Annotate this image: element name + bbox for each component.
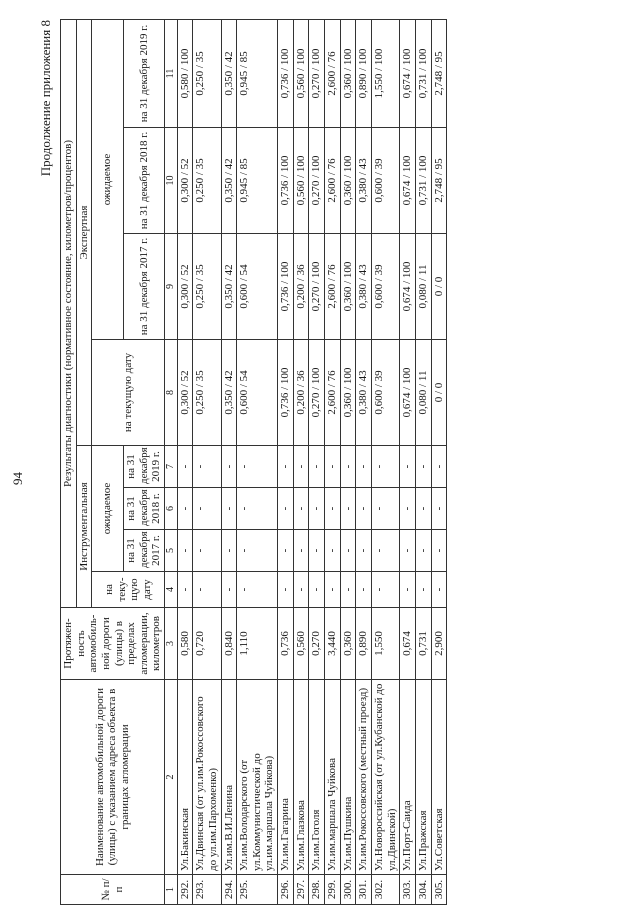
column-number-row bbox=[165, 19, 178, 904]
road-name: Ул.Порт-Саида bbox=[400, 680, 416, 875]
row-number: 302. bbox=[371, 875, 399, 905]
table-row bbox=[221, 19, 237, 904]
road-name: Ул.им.Гагарина bbox=[278, 680, 294, 875]
expert-2018: 0,600 / 39 bbox=[371, 128, 399, 234]
expert-2017: 0,380 / 43 bbox=[356, 234, 372, 340]
table-row bbox=[415, 19, 431, 904]
expert-2018: 0,270 / 100 bbox=[309, 128, 325, 234]
expert-2019: 0,945 / 85 bbox=[237, 19, 278, 127]
expert-2017: 0,360 / 100 bbox=[340, 234, 356, 340]
instr-current: - bbox=[221, 572, 237, 608]
road-name: Ул.им.Гоголя bbox=[309, 680, 325, 875]
expert-2017: 0,600 / 54 bbox=[237, 234, 278, 340]
header-instr-2018: на 31 декабря 2018 г. bbox=[124, 488, 165, 530]
expert-current: 0,380 / 43 bbox=[356, 340, 372, 446]
header-num: № п/п bbox=[61, 875, 165, 905]
road-name: Ул.им.Пушкина bbox=[340, 680, 356, 875]
expert-2019: 1,550 / 100 bbox=[371, 19, 399, 127]
expert-2017: 0 / 0 bbox=[431, 234, 447, 340]
instr-2018: - bbox=[340, 488, 356, 530]
table-row bbox=[400, 19, 416, 904]
row-number: 292. bbox=[177, 875, 193, 905]
instr-current: - bbox=[400, 572, 416, 608]
expert-2018: 0,945 / 85 bbox=[237, 128, 278, 234]
instr-current: - bbox=[193, 572, 221, 608]
row-number: 293. bbox=[193, 875, 221, 905]
instr-2018: - bbox=[293, 488, 309, 530]
road-length: 0,890 bbox=[356, 608, 372, 680]
instr-current: - bbox=[415, 572, 431, 608]
expert-2018: 0,560 / 100 bbox=[293, 128, 309, 234]
instr-current: - bbox=[371, 572, 399, 608]
instr-2019: - bbox=[221, 446, 237, 488]
road-length: 0,720 bbox=[193, 608, 221, 680]
expert-2019: 0,580 / 100 bbox=[177, 19, 193, 127]
expert-2018: 0,350 / 42 bbox=[221, 128, 237, 234]
expert-2019: 2,748 / 95 bbox=[431, 19, 447, 127]
instr-2017: - bbox=[177, 530, 193, 572]
expert-current: 0,250 / 35 bbox=[193, 340, 221, 446]
header-instr-expected: ожидаемое bbox=[92, 446, 124, 572]
header-name: Наименование автомобильной дороги (улицы) с указанием адреса объекта в границах агломерации bbox=[61, 680, 165, 875]
road-name: Ул.им.Рокоссовского (местный проезд) bbox=[356, 680, 372, 875]
header-instr-current: на теку-щую дату bbox=[92, 572, 165, 608]
header-instr-2017: на 31 декабря 2017 г. bbox=[124, 530, 165, 572]
table-row bbox=[431, 19, 447, 904]
instr-2017: - bbox=[371, 530, 399, 572]
instr-2018: - bbox=[415, 488, 431, 530]
instr-2019: - bbox=[340, 446, 356, 488]
expert-2017: 0,270 / 100 bbox=[309, 234, 325, 340]
column-number: 4 bbox=[165, 572, 178, 608]
expert-current: 0,200 / 36 bbox=[293, 340, 309, 446]
expert-current: 2,600 / 76 bbox=[325, 340, 341, 446]
instr-2017: - bbox=[237, 530, 278, 572]
instr-2018: - bbox=[325, 488, 341, 530]
expert-2017: 0,300 / 52 bbox=[177, 234, 193, 340]
instr-2018: - bbox=[400, 488, 416, 530]
expert-2018: 0,731 / 100 bbox=[415, 128, 431, 234]
row-number: 298. bbox=[309, 875, 325, 905]
instr-current: - bbox=[340, 572, 356, 608]
expert-2018: 0,736 / 100 bbox=[278, 128, 294, 234]
instr-2018: - bbox=[278, 488, 294, 530]
expert-2019: 0,560 / 100 bbox=[293, 19, 309, 127]
column-number: 5 bbox=[165, 530, 178, 572]
expert-2019: 0,250 / 35 bbox=[193, 19, 221, 127]
row-number: 304. bbox=[415, 875, 431, 905]
instr-2019: - bbox=[309, 446, 325, 488]
table-row bbox=[356, 19, 372, 904]
expert-2017: 2,600 / 76 bbox=[325, 234, 341, 340]
instr-2019: - bbox=[293, 446, 309, 488]
road-length: 0,360 bbox=[340, 608, 356, 680]
page-number: 94 bbox=[10, 472, 25, 485]
road-name: Ул.им.Володарского (от ул.Коммунистической до ул.им.маршала Чуйкова) bbox=[237, 680, 278, 875]
expert-2018: 2,748 / 95 bbox=[431, 128, 447, 234]
row-number: 303. bbox=[400, 875, 416, 905]
expert-2019: 0,674 / 100 bbox=[400, 19, 416, 127]
expert-current: 0,736 / 100 bbox=[278, 340, 294, 446]
table-body bbox=[177, 19, 447, 904]
expert-2019: 0,350 / 42 bbox=[221, 19, 237, 127]
expert-current: 0,300 / 52 bbox=[177, 340, 193, 446]
instr-2018: - bbox=[177, 488, 193, 530]
instr-2019: - bbox=[325, 446, 341, 488]
table-row bbox=[340, 19, 356, 904]
expert-2017: 0,200 / 36 bbox=[293, 234, 309, 340]
instr-2018: - bbox=[371, 488, 399, 530]
instr-2019: - bbox=[415, 446, 431, 488]
expert-2017: 0,736 / 100 bbox=[278, 234, 294, 340]
road-name: Ул.Бакинская bbox=[177, 680, 193, 875]
expert-2019: 0,736 / 100 bbox=[278, 19, 294, 127]
table-row bbox=[309, 19, 325, 904]
expert-current: 0,360 / 100 bbox=[340, 340, 356, 446]
expert-current: 0,080 / 11 bbox=[415, 340, 431, 446]
expert-current: 0,600 / 39 bbox=[371, 340, 399, 446]
road-length: 2,900 bbox=[431, 608, 447, 680]
instr-2018: - bbox=[221, 488, 237, 530]
instr-2017: - bbox=[431, 530, 447, 572]
table-row bbox=[325, 19, 341, 904]
header-length: Протяжен-ность автомобиль-ной дороги (улицы) в пределах агломерации, километров bbox=[61, 608, 165, 680]
row-number: 305. bbox=[431, 875, 447, 905]
instr-current: - bbox=[237, 572, 278, 608]
expert-2017: 0,250 / 35 bbox=[193, 234, 221, 340]
table-row bbox=[193, 19, 221, 904]
row-number: 299. bbox=[325, 875, 341, 905]
road-name: Ул.Советская bbox=[431, 680, 447, 875]
instr-current: - bbox=[293, 572, 309, 608]
road-name: Ул.Двинская (от ул.им.Рокоссовского до ул.им.Пархоменко) bbox=[193, 680, 221, 875]
column-number: 2 bbox=[165, 680, 178, 875]
expert-2018: 0,360 / 100 bbox=[340, 128, 356, 234]
instr-2018: - bbox=[431, 488, 447, 530]
instr-2017: - bbox=[193, 530, 221, 572]
column-number: 11 bbox=[165, 19, 178, 127]
row-number: 296. bbox=[278, 875, 294, 905]
row-number: 301. bbox=[356, 875, 372, 905]
instr-2017: - bbox=[325, 530, 341, 572]
expert-2017: 0,080 / 11 bbox=[415, 234, 431, 340]
header-instr-2019: на 31 декабря 2019 г. bbox=[124, 446, 165, 488]
road-length: 3,440 bbox=[325, 608, 341, 680]
instr-current: - bbox=[278, 572, 294, 608]
table-row bbox=[237, 19, 278, 904]
row-number: 297. bbox=[293, 875, 309, 905]
road-length: 0,560 bbox=[293, 608, 309, 680]
expert-current: 0 / 0 bbox=[431, 340, 447, 446]
expert-2019: 0,890 / 100 bbox=[356, 19, 372, 127]
column-number: 7 bbox=[165, 446, 178, 488]
expert-2019: 0,360 / 100 bbox=[340, 19, 356, 127]
instr-2017: - bbox=[221, 530, 237, 572]
road-length: 0,731 bbox=[415, 608, 431, 680]
instr-2017: - bbox=[293, 530, 309, 572]
table-row bbox=[371, 19, 399, 904]
instr-current: - bbox=[309, 572, 325, 608]
expert-current: 0,270 / 100 bbox=[309, 340, 325, 446]
road-length: 1,550 bbox=[371, 608, 399, 680]
road-name: Ул.им.маршала Чуйкова bbox=[325, 680, 341, 875]
expert-2017: 0,674 / 100 bbox=[400, 234, 416, 340]
expert-2018: 0,250 / 35 bbox=[193, 128, 221, 234]
road-name: Ул.им.Глазкова bbox=[293, 680, 309, 875]
row-number: 300. bbox=[340, 875, 356, 905]
expert-current: 0,600 / 54 bbox=[237, 340, 278, 446]
column-number: 3 bbox=[165, 608, 178, 680]
header-expert-2019: на 31 декабря 2019 г. bbox=[124, 19, 165, 127]
instr-2018: - bbox=[237, 488, 278, 530]
expert-2019: 2,600 / 76 bbox=[325, 19, 341, 127]
expert-current: 0,350 / 42 bbox=[221, 340, 237, 446]
instr-2019: - bbox=[177, 446, 193, 488]
diagnostics-table bbox=[60, 19, 447, 905]
row-number: 294. bbox=[221, 875, 237, 905]
road-length: 0,580 bbox=[177, 608, 193, 680]
instr-2019: - bbox=[356, 446, 372, 488]
table-row bbox=[293, 19, 309, 904]
road-length: 1,110 bbox=[237, 608, 278, 680]
column-number: 10 bbox=[165, 128, 178, 234]
instr-2019: - bbox=[193, 446, 221, 488]
page-subtitle: Продолжение приложения 8 bbox=[38, 20, 53, 177]
instr-2017: - bbox=[340, 530, 356, 572]
column-number: 8 bbox=[165, 340, 178, 446]
instr-2017: - bbox=[415, 530, 431, 572]
header-expert: Экспертная bbox=[76, 19, 92, 445]
expert-2018: 2,600 / 76 bbox=[325, 128, 341, 234]
instr-2017: - bbox=[278, 530, 294, 572]
header-instrumental: Инструментальная bbox=[76, 446, 92, 608]
row-number: 295. bbox=[237, 875, 278, 905]
instr-2019: - bbox=[278, 446, 294, 488]
header-expert-current: на текущую дату bbox=[92, 340, 165, 446]
expert-2019: 0,270 / 100 bbox=[309, 19, 325, 127]
instr-2017: - bbox=[356, 530, 372, 572]
table-row bbox=[278, 19, 294, 904]
instr-2017: - bbox=[309, 530, 325, 572]
expert-2017: 0,350 / 42 bbox=[221, 234, 237, 340]
road-length: 0,270 bbox=[309, 608, 325, 680]
road-length: 0,736 bbox=[278, 608, 294, 680]
header-expert-expected: ожидаемое bbox=[92, 19, 124, 339]
road-length: 0,674 bbox=[400, 608, 416, 680]
instr-2019: - bbox=[371, 446, 399, 488]
column-number: 9 bbox=[165, 234, 178, 340]
instr-2018: - bbox=[193, 488, 221, 530]
instr-current: - bbox=[356, 572, 372, 608]
expert-2019: 0,731 / 100 bbox=[415, 19, 431, 127]
instr-2018: - bbox=[309, 488, 325, 530]
instr-2019: - bbox=[237, 446, 278, 488]
header-expert-2017: на 31 декабря 2017 г. bbox=[124, 234, 165, 340]
road-name: Ул.им.В.И.Ленина bbox=[221, 680, 237, 875]
road-name: Ул.Новороссийская (от ул.Кубанской до ул.Двинской) bbox=[371, 680, 399, 875]
instr-current: - bbox=[325, 572, 341, 608]
road-length: 0,840 bbox=[221, 608, 237, 680]
instr-2018: - bbox=[356, 488, 372, 530]
road-name: Ул.Пражская bbox=[415, 680, 431, 875]
table-row bbox=[177, 19, 193, 904]
expert-2018: 0,300 / 52 bbox=[177, 128, 193, 234]
instr-2017: - bbox=[400, 530, 416, 572]
expert-2018: 0,380 / 43 bbox=[356, 128, 372, 234]
expert-2017: 0,600 / 39 bbox=[371, 234, 399, 340]
expert-2018: 0,674 / 100 bbox=[400, 128, 416, 234]
instr-2019: - bbox=[400, 446, 416, 488]
table-header bbox=[61, 19, 178, 904]
column-number: 6 bbox=[165, 488, 178, 530]
instr-2019: - bbox=[431, 446, 447, 488]
instr-current: - bbox=[177, 572, 193, 608]
header-expert-2018: на 31 декабря 2018 г. bbox=[124, 128, 165, 234]
expert-current: 0,674 / 100 bbox=[400, 340, 416, 446]
header-results: Результаты диагностики (нормативное состояние, километров/процентов) bbox=[61, 19, 77, 607]
column-number: 1 bbox=[165, 875, 178, 905]
instr-current: - bbox=[431, 572, 447, 608]
